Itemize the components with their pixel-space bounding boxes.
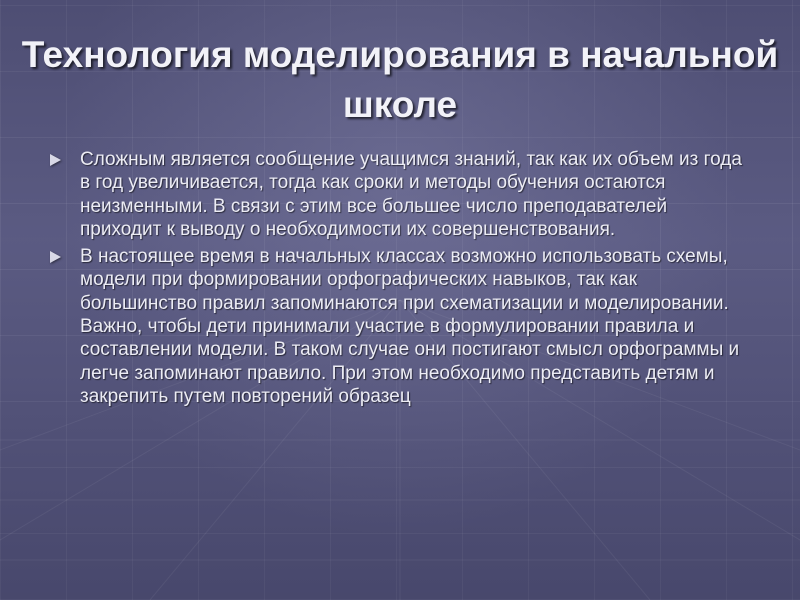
slide-title: Технология моделирования в начальной школе: [21, 34, 779, 125]
bullet-list: [50, 148, 750, 412]
triangle-bullet-icon: [50, 154, 61, 166]
bullet-text: В настоящее время в начальных классах возможно использовать схемы, модели при формировании орфографических навыков, так как большинство правил запоминаются при схематизации и моделировании. Важно, чтобы дети принимали участие в формулировании правила и составлении модели. В таком случае они постигают смысл орфограммы и легче запоминают правило. При этом необходимо представить детям и закрепить путем повторений образец: [80, 246, 740, 407]
triangle-bullet-icon: [50, 251, 61, 263]
bullet-item: [50, 148, 750, 241]
bullet-item: [50, 245, 750, 408]
bullet-text: Сложным является сообщение учащимся знаний, так как их объем из года в год увеличивается, тогда как сроки и методы обучения остаются неизменными. В связи с этим все большее число преподавателей приходит к выводу о необходимости их совершенствования.: [80, 149, 742, 240]
